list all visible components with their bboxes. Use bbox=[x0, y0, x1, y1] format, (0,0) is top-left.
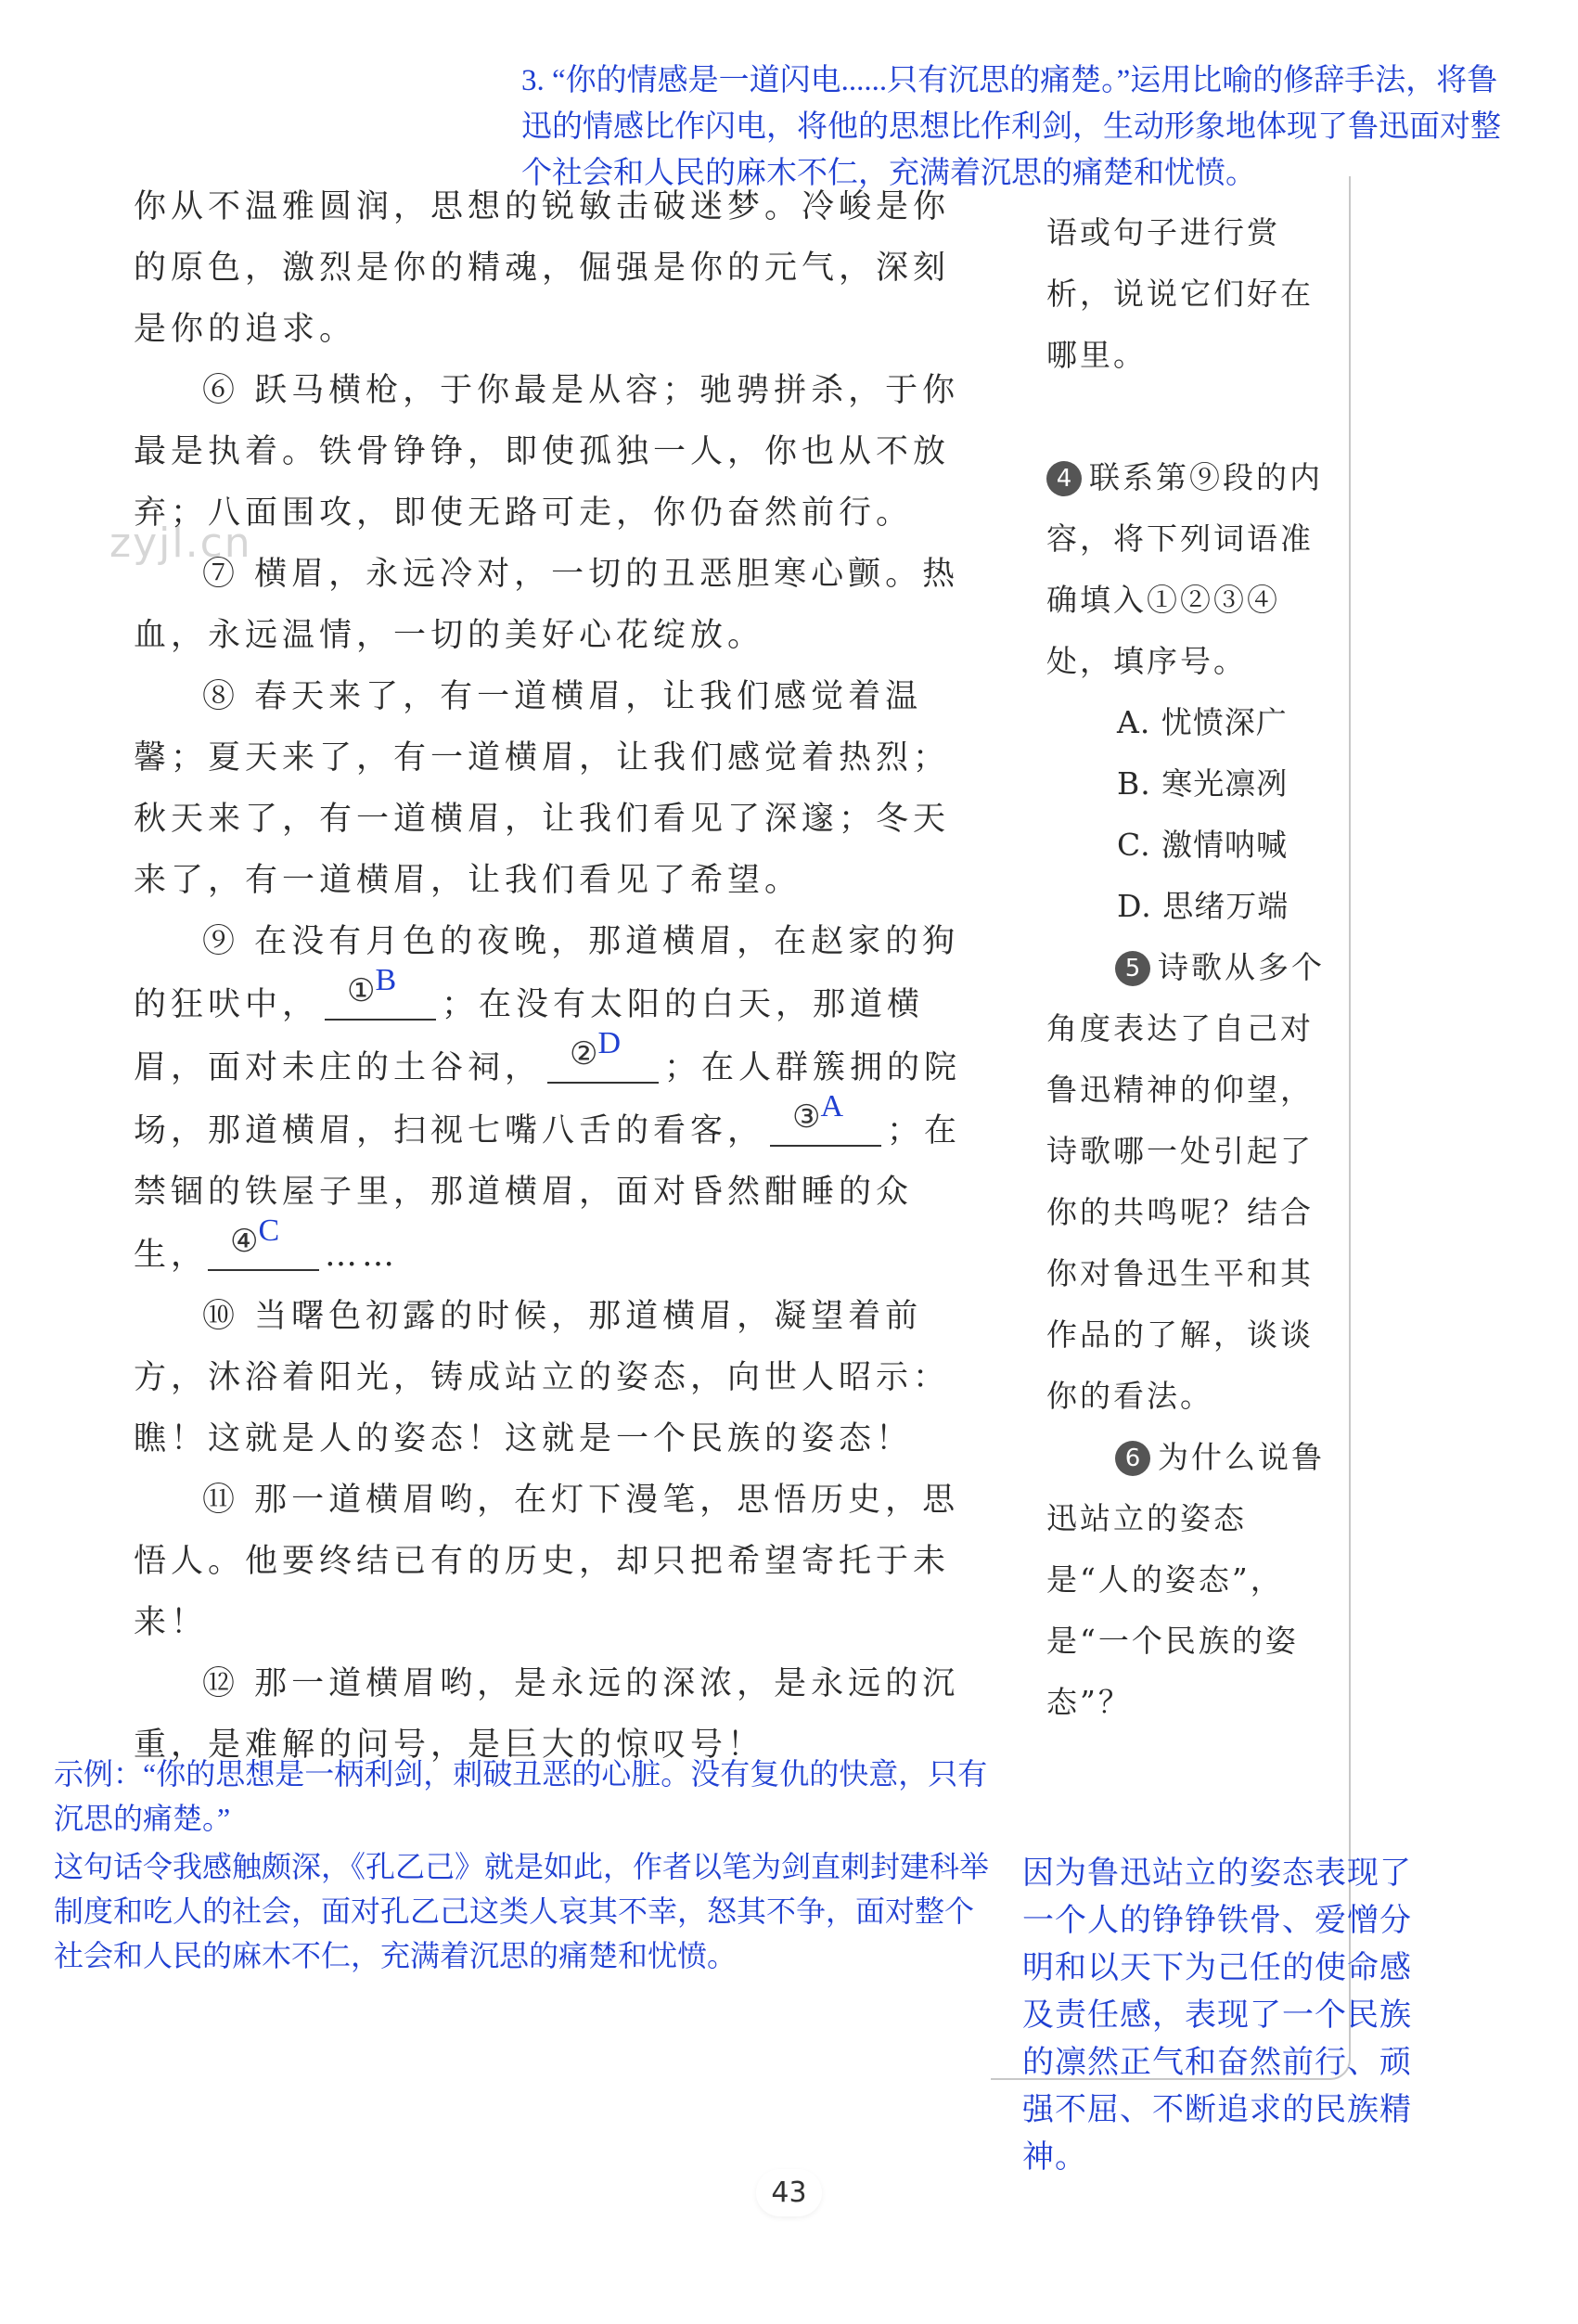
question-4-badge: 4 bbox=[1046, 461, 1082, 496]
blank-num-4: ④ bbox=[230, 1225, 259, 1259]
question-4 bbox=[1046, 447, 1325, 692]
answer-blank-4[interactable] bbox=[208, 1213, 319, 1271]
blank-num-2: ② bbox=[570, 1037, 598, 1072]
page-number bbox=[0, 2169, 1578, 2216]
blank-answer-3: A bbox=[820, 1089, 844, 1123]
paragraph-5-tail: 你从不温雅圆润，思想的锐敏击破迷梦。冷峻是你的原色，激烈是你的精魂，倔强是你的元气，深刻是你的追求。 bbox=[134, 188, 951, 348]
blank-answer-4: C bbox=[258, 1213, 280, 1248]
question-5-text: 诗歌从多个角度表达了自己对鲁迅精神的仰望，诗歌哪一处引起了你的共鸣呢？结合你对鲁迅生平和其作品的了解，谈谈你的看法。 bbox=[1046, 949, 1325, 1414]
answer-blank-1[interactable] bbox=[325, 963, 436, 1021]
p9-segment-2: ；在没有太阳的白天，那道横眉，面对未庄的土谷祠， bbox=[134, 986, 925, 1086]
question-6-text: 为什么说鲁迅站立的姿态是“人的姿态”，是“一个民族的姿态”？ bbox=[1046, 1439, 1325, 1720]
paragraph-8: ⑧ 春天来了，有一道横眉，让我们感觉着温馨；夏天来了，有一道横眉，让我们感觉着热烈；秋天来了，有一道横眉，让我们看见了深邃；冬天来了，有一道横眉，让我们看见了希望。 bbox=[134, 678, 951, 899]
question-6 bbox=[1046, 1427, 1325, 1733]
p9-ellipsis: …… bbox=[325, 1237, 400, 1274]
question-6-badge: 6 bbox=[1115, 1441, 1150, 1476]
answer-q6: 因为鲁迅站立的姿态表现了一个人的铮铮铁骨、爱憎分明和以天下为己任的使命感及责任感，表现了一个民族的凛然正气和奋然前行、顽强不屈、不断追求的民族精神。 bbox=[1022, 1856, 1412, 2175]
p9-segment-4: ；在禁锢的铁屋子里，那道横眉，面对昏然酣睡的众生， bbox=[134, 1112, 962, 1274]
poem-text bbox=[134, 176, 969, 1776]
blank-answer-2: D bbox=[597, 1026, 622, 1060]
paragraph-10: ⑩ 当曙色初露的时候，那道横眉，凝望着前方，沐浴着阳光，铸成站立的姿态，向世人昭示：瞧！这就是人的姿态！这就是一个民族的姿态！ bbox=[134, 1298, 951, 1457]
question-5 bbox=[1046, 937, 1325, 1427]
answer-note-q3: 3. “你的情感是一道闪电......只有沉思的痛楚。”运用比喻的修辞手法，将鲁迅的情感比作闪电，将他的思想比作利剑，生动形象地体现了鲁迅面对整个社会和人民的麻木不仁，充满着沉思的痛楚和忧愤。 bbox=[521, 64, 1501, 190]
answer-blank-3[interactable] bbox=[770, 1089, 881, 1147]
watermark: zyjl.cn bbox=[109, 520, 252, 567]
blank-answer-1: B bbox=[375, 963, 397, 997]
paragraph-9 bbox=[134, 911, 969, 1286]
question-3-tail: 语或句子进行赏析，说说它们好在哪里。 bbox=[1046, 214, 1314, 373]
option-a: A. 忧愤深广 bbox=[1117, 704, 1288, 740]
paragraph-11: ⑪ 那一道横眉哟，在灯下漫笔，思悟历史，思悟人。他要终结已有的历史，却只把希望寄托于未来！ bbox=[134, 1482, 960, 1641]
p9-segment-1: ⑨ 在没有月色的夜晚，那道横眉，在赵家的狗的狂吠中， bbox=[134, 923, 960, 1023]
question-sidebar bbox=[1046, 202, 1325, 1733]
p9-segment-3: ；在人群簇拥的院场，那道横眉，扫视七嘴八舌的看客， bbox=[134, 1049, 962, 1149]
blank-num-3: ③ bbox=[792, 1100, 821, 1135]
answer-q5-analysis: 这句话令我感触颇深，《孔乙己》就是如此，作者以笔为剑直刺封建科举制度和吃人的社会，面对孔乙己这类人哀其不幸，怒其不争，面对整个社会和人民的麻木不仁，充满着沉思的痛楚和忧愤。 bbox=[54, 1850, 990, 1972]
answer-q5-example: 示例：“你的思想是一柄利剑，刺破丑恶的心脏。没有复仇的快意，只有沉思的痛楚。” bbox=[54, 1757, 988, 1835]
answer-q5 bbox=[54, 1752, 991, 1978]
option-c: C. 激情呐喊 bbox=[1117, 827, 1289, 863]
page-number-text: 43 bbox=[756, 2169, 821, 2216]
blank-num-1: ① bbox=[347, 974, 376, 1008]
option-d: D. 思绪万端 bbox=[1117, 888, 1289, 924]
paragraph-6: ⑥ 跃马横枪，于你最是从容；驰骋拼杀，于你最是执着。铁骨铮铮，即使孤独一人，你也从不放弃；八面围攻，即使无路可走，你仍奋然前行。 bbox=[134, 372, 960, 532]
paragraph-12: ⑫ 那一道横眉哟，是永远的深浓，是永远的沉重，是难解的问号，是巨大的惊叹号！ bbox=[134, 1665, 960, 1764]
paragraph-7: ⑦ 横眉，永远冷对，一切的丑恶胆寒心颤。热血，永远温情，一切的美好心花绽放。 bbox=[134, 556, 960, 654]
question-5-badge: 5 bbox=[1115, 951, 1150, 986]
option-b: B. 寒光凛冽 bbox=[1117, 765, 1289, 802]
answer-blank-2[interactable] bbox=[547, 1026, 659, 1084]
question-4-text: 联系第⑨段的内容，将下列词语准确填入①②③④处，填序号。 bbox=[1046, 459, 1323, 679]
